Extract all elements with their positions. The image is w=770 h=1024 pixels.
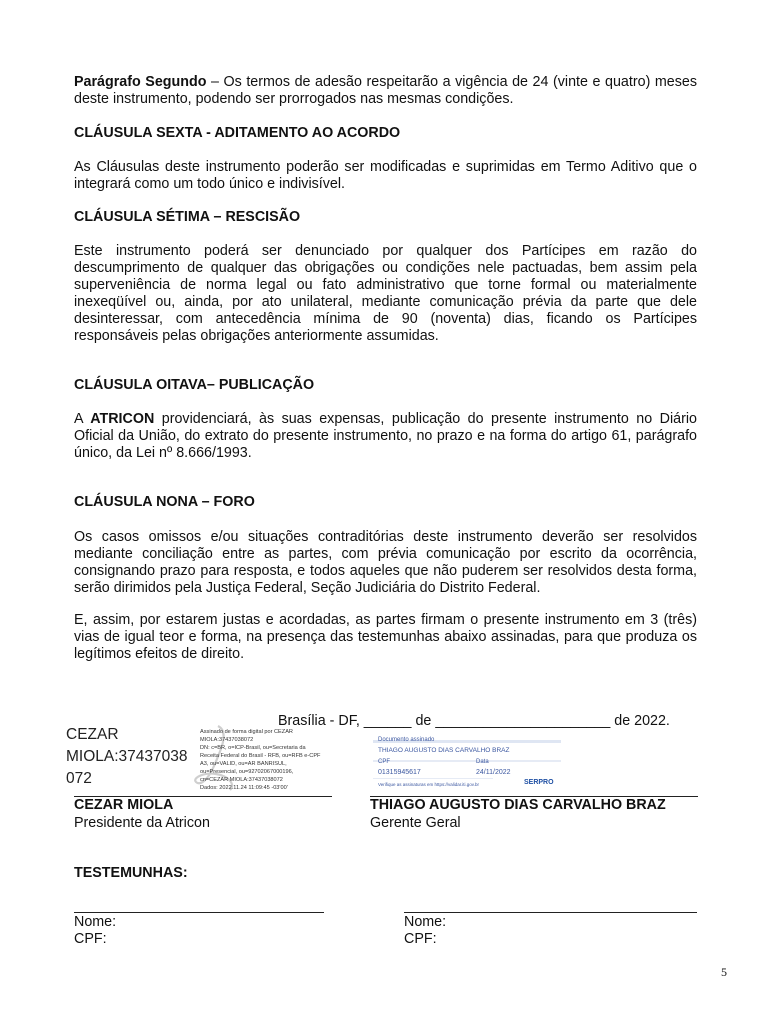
- digital-signature-name: [66, 724, 188, 790]
- signatory-right-name: THIAGO AUGUSTO DIAS CARVALHO BRAZ: [370, 797, 666, 813]
- clausula-oitava-text: [74, 411, 697, 462]
- stamp-line-1: Documento assinado: [378, 737, 435, 743]
- clausula-setima-text: Este instrumento poderá ser denunciado por qualquer dos Partícipes em razão do descumprimento de qualquer das obrigações ou condições nele pactuadas, bem assim pela superveniência de norma legal ou fato administrativo que torne formal ou materialmente inexeqüível ou, ainda, por ato unilateral, mediante comunicação prévia da parte que dele desinteressar, com antecedência mínima de 90 (noventa) dias, ficando os Partícipes responsáveis pelas obrigações anteriormente assumidas.: [74, 243, 697, 344]
- digital-signature-details: [200, 728, 330, 792]
- witness-left-cpf-label: CPF:: [74, 931, 107, 947]
- signatory-left-role: Presidente da Atricon: [74, 815, 210, 831]
- stamp-signer-name: THIAGO AUGUSTO DIAS CARVALHO BRAZ: [378, 747, 510, 754]
- date-line: Brasília - DF, ______ de ______________________ de 2022.: [278, 713, 670, 729]
- clausula-oitava-text-b: providenciará, às suas expensas, publicação do presente instrumento no Diário Oficial da União, do extrato do presente instrumento, no prazo e na forma do artigo 61, parágrafo único, da Lei nº 8.666/1993.: [74, 411, 697, 461]
- signatory-left-name: CEZAR MIOLA: [74, 797, 174, 813]
- digital-signature-detail-line: ou=Presencial, ou=92702067000196,: [200, 769, 294, 775]
- signatory-right-role: Gerente Geral: [370, 815, 461, 831]
- stamp-verify-text: Verifique as assinaturas em https://validar.iti.gov.br: [378, 782, 479, 787]
- stamp-cpf-label: CPF: [378, 759, 390, 765]
- stamp-cpf-value: 01315945617: [378, 769, 421, 776]
- digital-signature-detail-line: A3, ou=VALID, ou=AR BANRISUL,: [200, 761, 287, 767]
- witness-left-name-label: Nome:: [74, 914, 117, 930]
- digital-signature-name-line: CEZAR: [66, 726, 119, 743]
- clausula-nona-title: CLÁUSULA NONA – FORO: [74, 494, 255, 510]
- clausula-setima-title: CLÁUSULA SÉTIMA – RESCISÃO: [74, 209, 301, 225]
- clausula-oitava-title: CLÁUSULA OITAVA– PUBLICAÇÃO: [74, 377, 315, 393]
- paragrafo-segundo-text: – Os termos de adesão respeitarão a vigência de 24 (vinte e quatro) meses deste instrumento, podendo ser prorrogados nas mesmas condições.: [74, 74, 697, 107]
- digital-signature-detail-line: cn=CEZAR MIOLA:37437038072: [200, 777, 283, 783]
- witness-line-right: [404, 912, 697, 913]
- clausula-sexta-text: As Cláusulas deste instrumento poderão ser modificadas e suprimidas em Termo Aditivo que o integrará como um todo único e indivisível.: [74, 159, 697, 192]
- witnesses-title: TESTEMUNHAS:: [74, 865, 188, 881]
- serpro-logo: SERPRO: [524, 779, 554, 786]
- digital-signature-name-line: 072: [66, 770, 92, 787]
- digital-signature-detail-line: DN: c=BR, o=ICP-Brasil, ou=Secretaria da: [200, 745, 306, 751]
- paragrafo-segundo: [74, 74, 697, 108]
- digital-signature-name-line: MIOLA:37437038: [66, 748, 188, 765]
- digital-signature-detail-line: Dados: 2022.11.24 11:09:45 -03'00': [200, 785, 288, 791]
- page-number: 5: [721, 965, 727, 979]
- witness-right-cpf-label: CPF:: [404, 931, 437, 947]
- witness-right-name-label: Nome:: [404, 914, 447, 930]
- digital-signature-detail-line: MIOLA:37437038072: [200, 737, 254, 743]
- atricon-bold: ATRICON: [90, 411, 155, 427]
- digital-signature-detail-line: Receita Federal do Brasil - RFB, ou=RFB e-CPF: [200, 753, 321, 759]
- clausula-nona-text: Os casos omissos e/ou situações contraditórias deste instrumento deverão ser resolvidos mediante conciliação entre as partes, com prévia comunicação por escrito da ocorrência, consignando prazo para resposta, e todos aqueles que não puderem ser resolvidos desta forma, serão dirimidos pela Justiça Federal, Seção Judiciária do Distrito Federal.: [74, 529, 697, 596]
- stamp-date-label: Data: [476, 759, 489, 765]
- witness-line-left: [74, 912, 324, 913]
- clausula-sexta-title: CLÁUSULA SEXTA - ADITAMENTO AO ACORDO: [74, 125, 401, 141]
- clausula-oitava-text-a: A: [74, 411, 91, 427]
- paragrafo-segundo-lead: Parágrafo Segundo: [74, 74, 207, 90]
- digital-signature-detail-line: Assinado de forma digital por CEZAR: [200, 729, 293, 735]
- electronic-signature-stamp: [372, 730, 566, 792]
- stamp-date-value: 24/11/2022: [476, 769, 511, 776]
- closing-paragraph: E, assim, por estarem justas e acordadas, as partes firmam o presente instrumento em 3 (três) vias de igual teor e forma, na presença das testemunhas abaixo assinadas, para que produza os legítimos efeitos de direito.: [74, 612, 697, 662]
